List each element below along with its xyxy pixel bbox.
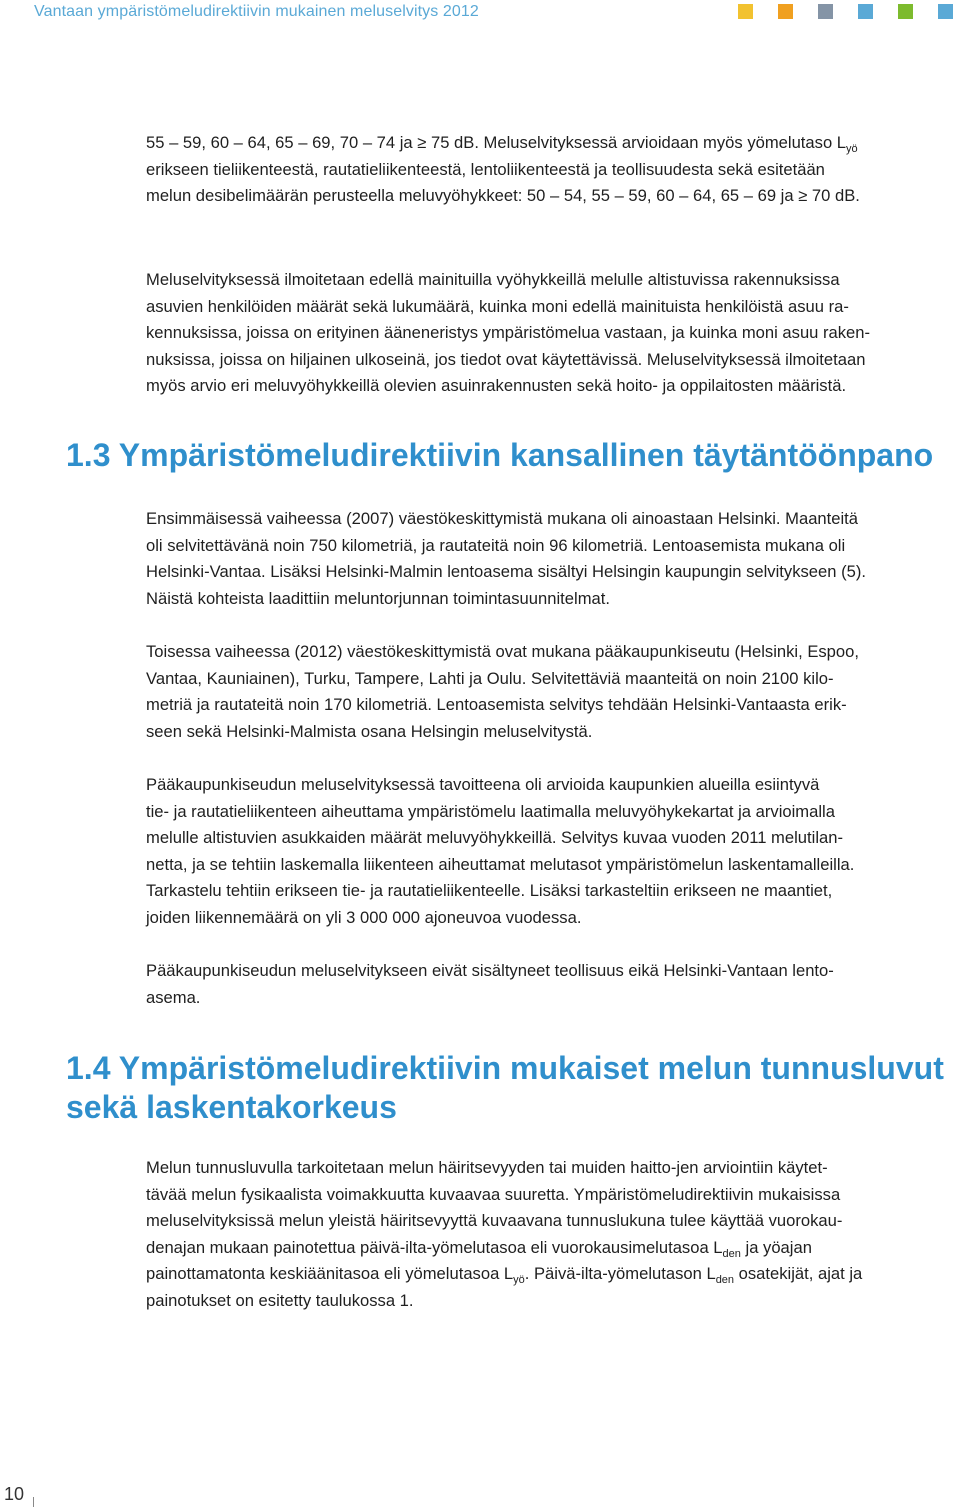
color-square-yellow	[738, 4, 753, 19]
section-heading-1-3: 1.3 Ympäristömeludirektiivin kansallinen täytäntöönpano	[66, 437, 934, 473]
body-paragraph: Meluselvityksessä ilmoitetaan edellä mainituilla vyöhykkeillä melulle altistuvissa rakennuksissa asuvien henkilöiden määrät sekä lukumäärä, kuinka moni edellä mainituista henkilöistä asuu ra- kennuksissa, joissa on erityinen ääneneristys ympäristömelua vastaan, ja kuinka moni asuu raken- nuksissa, joissa on hiljainen ulkoseinä, jos tiedot ovat käytettävissä. Meluselvityksessä ilmoitetaan myös arvio eri meluvyöhykkeillä olevien asuinrakennusten sekä hoito- ja oppilaitosten määristä.	[146, 270, 871, 395]
color-square-blue-2	[938, 4, 953, 19]
body-paragraph: Pääkaupunkiseudun meluselvityksessä tavoitteena oli arvioida kaupunkien alueilla esiintyvä tie- ja rautatieliikenteen aiheuttama ympäristömelu laatimalla meluvyöhykekartat ja arvioimalla melulle altistuvien asukkaiden määrät meluvyöhykkeillä. Selvitys kuvaa vuoden 2011 melutilan- netta, ja se tehtiin laskemalla liikenteen aiheuttamat melutasot ympäristömelun laskentamalleilla. Tarkastelu tehtiin erikseen tie- ja rautatieliikenteelle. Lisäksi tarkasteltiin erikseen ne maantiet, joiden liikennemäärä on yli 3 000 000 ajoneuvoa vuodessa.	[146, 775, 855, 927]
body-paragraph: Toisessa vaiheessa (2012) väestökeskittymistä ovat mukana pääkaupunkiseutu (Helsinki, Espoo, Vantaa, Kauniainen), Turku, Tampere, Lahti ja Oulu. Selvitettäviä maanteitä on noin 2100 kilo- metriä ja rautateitä noin 170 kilometriä. Lentoasemista selvitys tehdään Helsinki-Vantaasta erik- seen sekä Helsinki-Malmista osana Helsingin meluselvitystä.	[146, 642, 859, 741]
page-number: 10	[4, 1484, 25, 1504]
margin-rule	[33, 1497, 34, 1507]
text-line: 55 – 59, 60 – 64, 65 – 69, 70 – 74 ja ≥ 75 dB. Meluselvityksessä arvioidaan myös yömelutaso $L_{yö}$	[146, 133, 858, 155]
color-square-orange	[778, 4, 793, 19]
color-square-grey	[818, 4, 833, 19]
text-line: melun desibelimäärän perusteella meluvyöhykkeet: 50 – 54, 55 – 59, 60 – 64, 65 – 69 ja ≥ 70 dB.	[146, 186, 860, 205]
body-paragraph: Ensimmäisessä vaiheessa (2007) väestökeskittymistä mukana oli ainoastaan Helsinki. Maanteitä oli selvitettävänä noin 750 kilometriä, ja rautateitä noin 96 kilometriä. Lentoasemista mukana oli Helsinki-Vantaa. Lisäksi Helsinki-Malmin lentoasema sisältyi Helsingin kaupungin selvitykseen (5). Näistä kohteista laadittiin meluntorjunnan toimintasuunnitelmat.	[146, 509, 866, 608]
text-line: erikseen tieliikenteestä, rautatieliikenteestä, lentoliikenteestä ja teollisuudesta sekä esitetään	[146, 159, 825, 179]
body-paragraph: Melun tunnusluvulla tarkoitetaan melun häiritsevyyden tai muiden haitto-jen arviointiin käytet- tävää melun fysikaalista voimakkuutta kuvaavaa suuretta. Ympäristömeludirektiivin mukaisissa meluselvityksissä melun yleistä häiritsevyyttä kuvaavana tunnuslukuna tulee käyttää vuorokau- denajan mukaan painotettua päivä-ilta-yömelutasoa eli vuorokausimelutasoa $L_{den}$ ja yöajan painottamatonta keskiäänitasoa eli yömelutasoa $L_{yö}$. Päivä-ilta-yömelutason $L_{den}$ osatekijät, ajat ja painotukset on esitetty taulukossa 1.	[146, 1158, 863, 1310]
section-heading-1-4: 1.4 Ympäristömeludirektiivin mukaiset melun tunnusluvut sekä laskentakorkeus	[66, 1050, 944, 1125]
color-square-blue	[858, 4, 873, 19]
intro-paragraph	[146, 130, 954, 210]
header-color-squares	[0, 4, 960, 20]
running-header: Vantaan ympäristömeludirektiivin mukainen meluselvitys 2012	[34, 3, 479, 20]
body-paragraph: Pääkaupunkiseudun meluselvitykseen eivät sisältyneet teollisuus eikä Helsinki-Vantaan lento- asema.	[146, 961, 834, 1007]
color-square-green	[898, 4, 913, 19]
